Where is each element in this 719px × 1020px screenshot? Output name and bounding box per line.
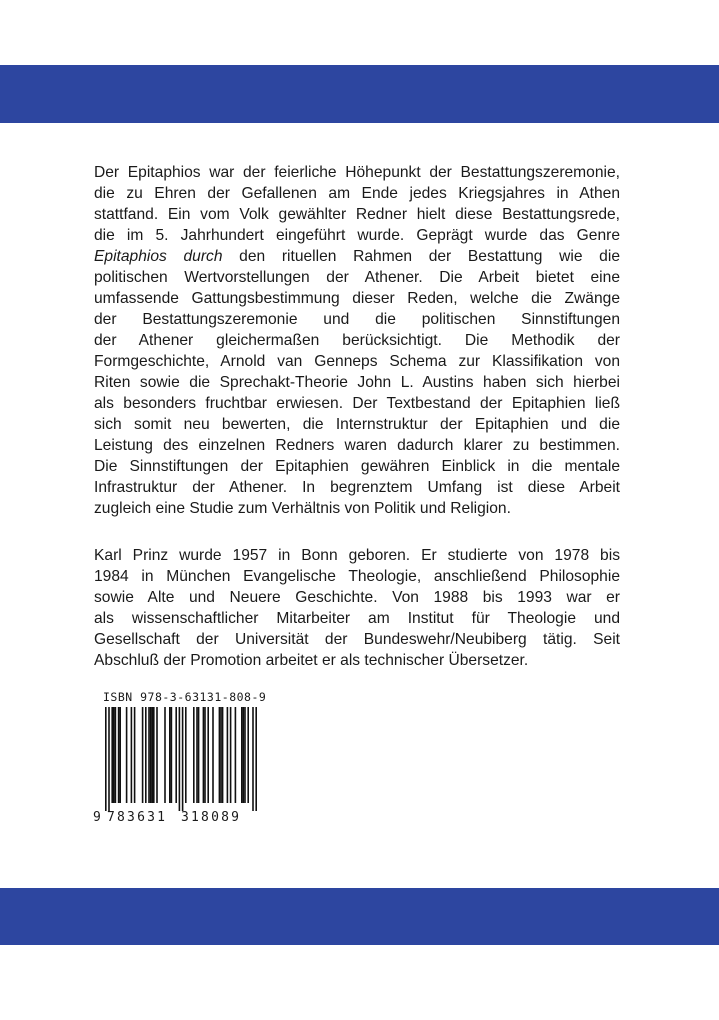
barcode-bar xyxy=(113,707,115,803)
barcode-bar xyxy=(156,707,158,803)
barcode-bar xyxy=(196,707,198,803)
barcode-bar xyxy=(219,707,221,803)
barcode-bar xyxy=(105,707,107,811)
abstract-line-genre xyxy=(94,246,620,267)
abstract-line: sich somit neu bewerten, die Internstruktur der Epitaphien und die xyxy=(94,416,620,433)
barcode-bar xyxy=(134,707,136,803)
abstract-line: Infrastruktur der Athener. In begrenztem Umfang ist diese Arbeit xyxy=(94,479,620,496)
bio-line: Karl Prinz wurde 1957 in Bonn geboren. Er studierte von 1978 bis xyxy=(94,547,620,564)
barcode-bar xyxy=(108,707,110,811)
barcode-bar xyxy=(185,707,187,803)
abstract-line: stattfand. Ein vom Volk gewählter Redner hielt diese Bestattungsrede, xyxy=(94,206,620,223)
author-bio xyxy=(94,545,620,671)
genre-italic: Epitaphios durch xyxy=(94,248,223,265)
abstract-line: politischen Wertvorstellungen der Athener. Die Arbeit bietet eine xyxy=(94,269,620,286)
abstract-line: die im 5. Jahrhundert eingeführt wurde. Geprägt wurde das Genre xyxy=(94,227,620,244)
ean-left-digits: 783631 xyxy=(107,810,168,825)
abstract-line: als besonders fruchtbar erwiesen. Der Textbestand der Epitaphien ließ xyxy=(94,395,620,412)
isbn-barcode xyxy=(93,690,267,832)
barcode-bar xyxy=(182,707,184,811)
barcode-bar xyxy=(119,707,121,803)
barcode-bar xyxy=(252,707,254,811)
abstract-line: Die Sinnstiftungen der Epitaphien gewähren Einblick in die mentale xyxy=(94,458,620,475)
barcode-bar xyxy=(220,707,222,803)
barcode-bar xyxy=(198,707,200,803)
abstract-line: der Bestattungszeremonie und die politischen Sinnstiftungen xyxy=(94,311,620,328)
bio-line: 1984 in München Evangelische Theologie, anschließend Philosophie xyxy=(94,568,620,585)
barcode-bars xyxy=(93,707,263,811)
barcode-bar xyxy=(145,707,147,803)
barcode-bar xyxy=(247,707,249,803)
barcode-bar xyxy=(203,707,205,803)
abstract-line: der Athener gleichermaßen berücksichtigt. Die Methodik der xyxy=(94,332,620,349)
barcode-bar xyxy=(230,707,232,803)
barcode-bar xyxy=(171,707,173,803)
barcode-bar xyxy=(175,707,177,803)
barcode-bar xyxy=(204,707,206,803)
abstract-line: die zu Ehren der Gefallenen am Ende jedes Kriegsjahres in Athen xyxy=(94,185,620,202)
bottom-color-band xyxy=(0,888,719,945)
top-color-band xyxy=(0,65,719,123)
barcode-bar xyxy=(142,707,144,803)
isbn-label: ISBN 978-3-63131-808-9 xyxy=(103,690,267,704)
barcode-bar xyxy=(111,707,113,803)
barcode-bar xyxy=(227,707,229,803)
barcode-bar xyxy=(212,707,214,803)
abstract-line: Riten sowie die Sprechakt-Theorie John L. Austins haben sich hierbei xyxy=(94,374,620,391)
abstract-text xyxy=(94,162,620,519)
genre-line-rest: den rituellen Rahmen der Bestattung wie die xyxy=(222,248,620,265)
barcode-bar xyxy=(148,707,150,803)
barcode-bar xyxy=(207,707,209,803)
abstract-line: Der Epitaphios war der feierliche Höhepunkt der Bestattungszeremonie, xyxy=(94,164,620,181)
barcode-bar xyxy=(115,707,117,803)
barcode-bar xyxy=(131,707,133,803)
barcode-bar xyxy=(126,707,128,803)
barcode-bar xyxy=(255,707,257,811)
abstract-line: Formgeschichte, Arnold van Genneps Schema zur Klassifikation von xyxy=(94,353,620,370)
ean-right-digits: 318089 xyxy=(181,810,242,825)
abstract-line: Leistung des einzelnen Redners waren dadurch klarer zu bestimmen. xyxy=(94,437,620,454)
barcode-bar xyxy=(222,707,224,803)
barcode-bar xyxy=(150,707,152,803)
barcode-bar xyxy=(244,707,246,803)
ean-first-digit: 9 xyxy=(93,810,101,825)
barcode-bar xyxy=(151,707,153,803)
abstract-line: zugleich eine Studie zum Verhältnis von Politik und Religion. xyxy=(94,500,511,517)
barcode-bar xyxy=(179,707,181,811)
barcode-bar xyxy=(241,707,243,803)
abstract-line: umfassende Gattungsbestimmung dieser Reden, welche die Zwänge xyxy=(94,290,620,307)
barcode-bar xyxy=(193,707,195,803)
barcode-bar xyxy=(164,707,166,803)
barcode-bar xyxy=(235,707,237,803)
bio-line: Gesellschaft der Universität der Bundeswehr/Neubiberg tätig. Seit xyxy=(94,631,620,648)
barcode-bar xyxy=(169,707,171,803)
barcode-bar xyxy=(153,707,155,803)
barcode-bar xyxy=(243,707,245,803)
bio-line: Abschluß der Promotion arbeitet er als technischer Übersetzer. xyxy=(94,652,529,669)
bio-line: als wissenschaftlicher Mitarbeiter am Institut für Theologie und xyxy=(94,610,620,627)
barcode-bar xyxy=(118,707,120,803)
bio-line: sowie Alte und Neuere Geschichte. Von 1988 bis 1993 war er xyxy=(94,589,620,606)
